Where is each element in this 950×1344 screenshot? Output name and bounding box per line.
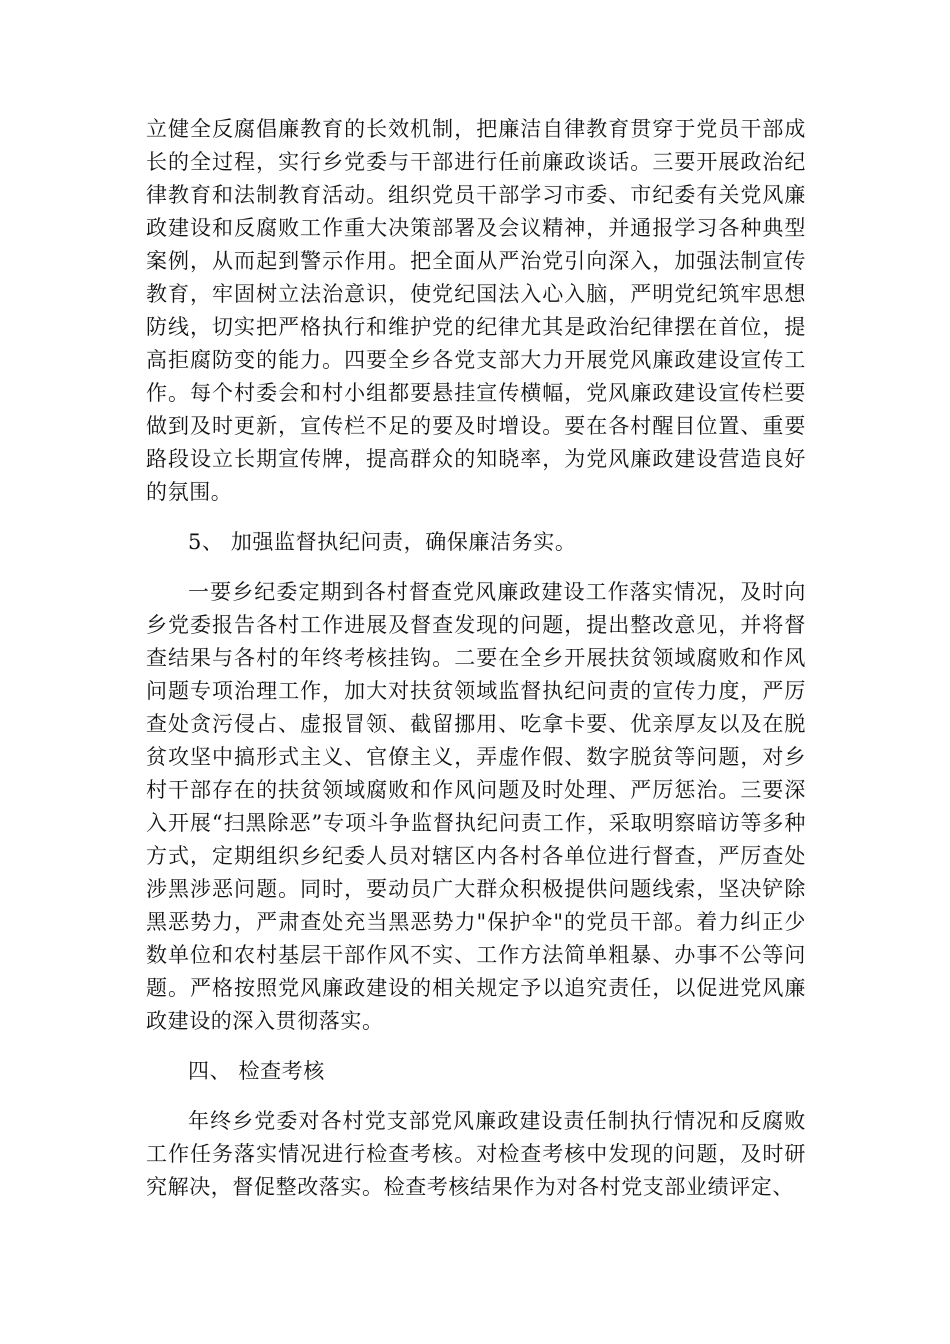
body-paragraph-supervision: 一要乡纪委定期到各村督查党风廉政建设工作落实情况，及时向乡党委报告各村工作进展及督查发现的问题，提出整改意见，并将督查结果与各村的年终考核挂钩。二要在全乡开展扶贫领域腐败和作风问题专项治理工作，加大对扶贫领域监督执纪问责的宣传力度，严厉查处贪污侵占、虚报冒领、截留挪用、吃拿卡要、优亲厚友以及在脱贫攻坚中搞形式主义、官僚主义，弄虚作假、数字脱贫等问题，对乡村干部存在的扶贫领域腐败和作风问题及时处理、严厉惩治。三要深入开展“扫黑除恶”专项斗争监督执纪问责工作，采取明察暗访等多种方式，定期组织乡纪委人员对辖区内各村各单位进行督查，严厉查处涉黑涉恶问题。同时，要动员广大群众积极提供问题线索，坚决铲除黑恶势力，严肃查处充当黑恶势力"保护伞"的党员干部。着力纠正少数单位和农村基层干部作风不实、工作方法简单粗暴、办事不公等问题。严格按照党风廉政建设的相关规定予以追究责任，以促进党风廉政建设的深入贯彻落实。	[146, 580, 806, 1033]
body-paragraph-inspection: 年终乡党委对各村党支部党风廉政建设责任制执行情况和反腐败工作任务落实情况进行检查考核。对检查考核中发现的问题，及时研究解决，督促整改落实。检查考核结果作为对各村党支部业绩评定、	[146, 1109, 806, 1199]
body-paragraph-continuation: 立健全反腐倡廉教育的长效机制，把廉洁自律教育贯穿于党员干部成长的全过程，实行乡党委与干部进行任前廉政谈话。三要开展政治纪律教育和法制教育活动。组织党员干部学习市委、市纪委有关党风廉政建设和反腐败工作重大决策部署及会议精神，并通报学习各种典型案例，从而起到警示作用。把全面从严治党引向深入，加强法制宣传教育，牢固树立法治意识，使党纪国法入心入脑，严明党纪筑牢思想防线，切实把严格执行和维护党的纪律尤其是政治纪律摆在首位，提高拒腐防变的能力。四要全乡各党支部大力开展党风廉政建设宣传工作。每个村委会和村小组都要悬挂宣传横幅，党风廉政建设宣传栏要做到及时更新，宣传栏不足的要及时增设。要在各村醒目位置、重要路段设立长期宣传牌，提高群众的知晓率，为党风廉政建设营造良好的氛围。	[146, 117, 806, 504]
section-heading-5: 5、 加强监督执纪问责，确保廉洁务实。	[188, 530, 577, 554]
section-heading-4: 四、 检查考核	[188, 1059, 325, 1083]
document-body	[146, 113, 806, 1204]
